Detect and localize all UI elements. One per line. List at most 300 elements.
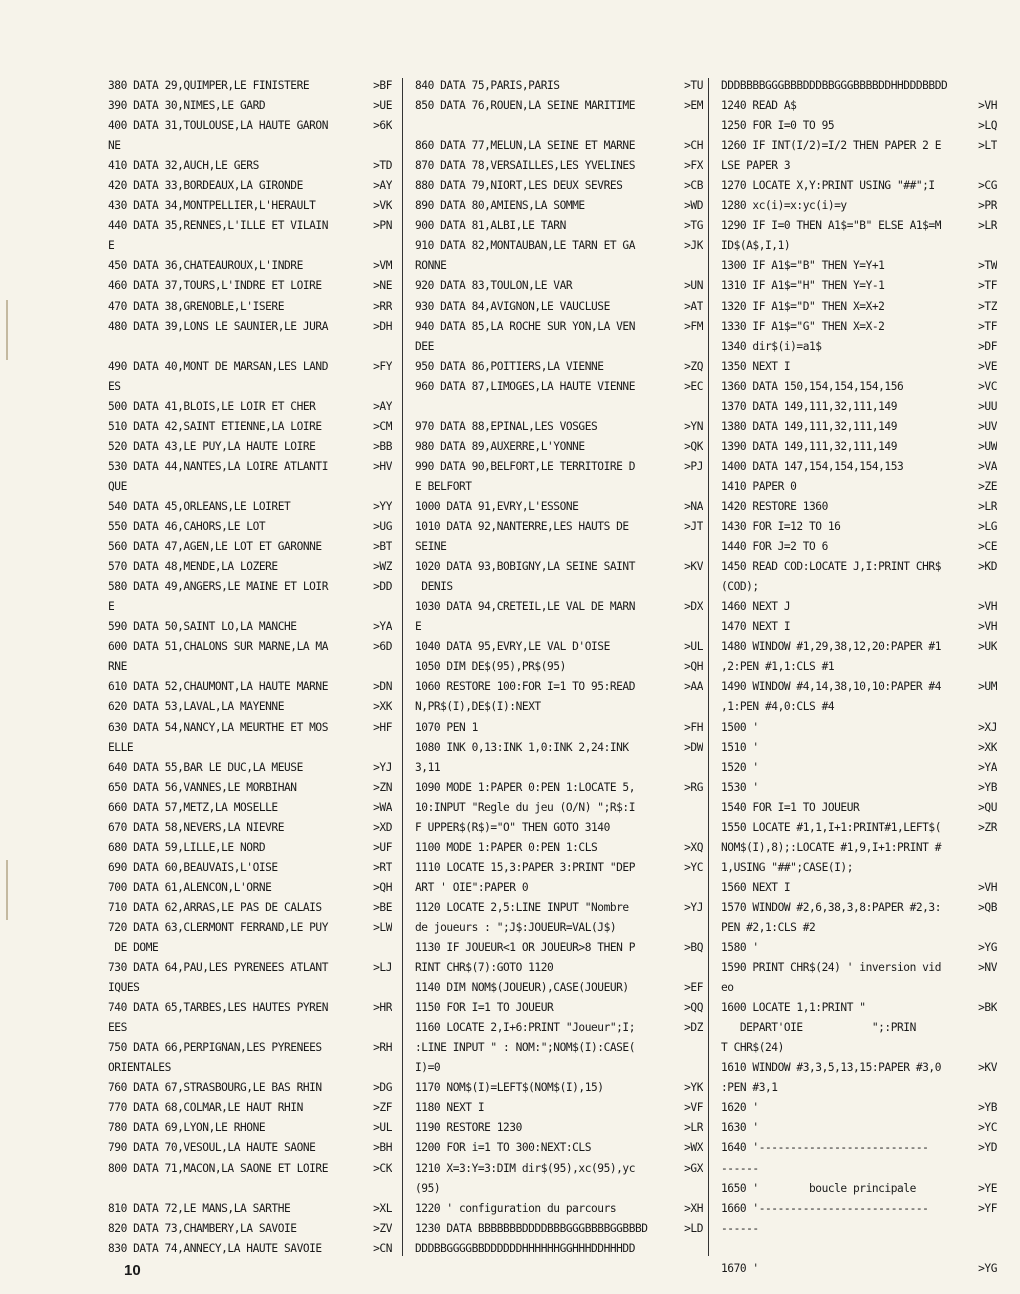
code-text: 1110 LOCATE 15,3:PAPER 3:PRINT "DEP — [415, 860, 635, 874]
code-text: 1190 RESTORE 1230 — [415, 1121, 522, 1135]
code-line — [415, 116, 703, 136]
checksum: >VH — [978, 620, 997, 634]
code-line — [415, 998, 703, 1018]
code-text: 1500 ' — [721, 720, 759, 734]
checksum: >QH — [373, 880, 392, 894]
code-text: 1240 READ A$ — [721, 99, 797, 113]
checksum: >UF — [373, 840, 392, 854]
checksum: >WD — [684, 199, 703, 213]
code-text: 570 DATA 48,MENDE,LA LOZERE — [108, 560, 278, 574]
code-text: 1280 xc(i)=x:yc(i)=y — [721, 199, 847, 213]
code-line — [721, 677, 997, 697]
code-line — [415, 637, 703, 657]
checksum: >NV — [978, 961, 997, 975]
code-line — [415, 697, 703, 717]
code-line — [108, 918, 392, 938]
checksum: >LR — [684, 1121, 703, 1135]
code-line — [108, 537, 392, 557]
code-line — [415, 718, 703, 738]
code-line — [108, 256, 392, 276]
code-text: 1540 FOR I=1 TO JOUEUR — [721, 800, 860, 814]
checksum: >VK — [373, 199, 392, 213]
code-line — [721, 818, 997, 838]
code-line — [721, 1179, 997, 1199]
code-line — [721, 1098, 997, 1118]
code-line — [108, 1159, 392, 1179]
code-text: 1100 MODE 1:PAPER 0:PEN 1:CLS — [415, 840, 598, 854]
checksum: >TF — [978, 279, 997, 293]
code-line — [721, 417, 997, 437]
code-line — [721, 297, 997, 317]
code-line — [108, 397, 392, 417]
checksum: >DG — [373, 1081, 392, 1095]
code-text: 980 DATA 89,AUXERRE,L'YONNE — [415, 439, 585, 453]
code-line — [721, 1018, 997, 1038]
checksum: >CB — [684, 179, 703, 193]
code-line — [108, 778, 392, 798]
code-text: 890 DATA 80,AMIENS,LA SOMME — [415, 199, 585, 213]
code-text: RNE — [108, 660, 127, 674]
checksum: >ZF — [373, 1101, 392, 1115]
code-line — [721, 196, 997, 216]
code-text: E — [415, 620, 422, 634]
code-text: 1630 ' — [721, 1121, 759, 1135]
checksum: >DX — [684, 600, 703, 614]
code-text: 1470 NEXT I — [721, 620, 791, 634]
checksum: >KD — [978, 560, 997, 574]
checksum: >YK — [684, 1081, 703, 1095]
checksum: >FM — [684, 319, 703, 333]
code-line — [721, 657, 997, 677]
code-line — [721, 998, 997, 1018]
code-line — [415, 1058, 703, 1078]
checksum: >LW — [373, 920, 392, 934]
code-line — [108, 958, 392, 978]
code-text: 740 DATA 65,TARBES,LES HAUTES PYREN — [108, 1001, 328, 1015]
checksum: >CG — [978, 179, 997, 193]
code-text: 800 DATA 71,MACON,LA SAONE ET LOIRE — [108, 1161, 328, 1175]
code-line — [108, 1179, 392, 1199]
code-text: PEN #2,1:CLS #2 — [721, 920, 816, 934]
code-text: 1660 '--------------------------- — [721, 1201, 929, 1215]
code-line — [108, 136, 392, 156]
code-line — [108, 1038, 392, 1058]
code-text: 770 DATA 68,COLMAR,LE HAUT RHIN — [108, 1101, 303, 1115]
checksum: >BQ — [684, 941, 703, 955]
checksum: >YD — [978, 1141, 997, 1155]
code-text: 750 DATA 66,PERPIGNAN,LES PYRENEES — [108, 1041, 322, 1055]
code-text: 1060 RESTORE 100:FOR I=1 TO 95:READ — [415, 680, 635, 694]
code-line — [721, 176, 997, 196]
checksum: >TZ — [978, 299, 997, 313]
checksum: >LJ — [373, 961, 392, 975]
code-text: 1250 FOR I=0 TO 95 — [721, 119, 835, 133]
code-text: 1050 DIM DE$(95),PR$(95) — [415, 660, 566, 674]
code-line — [108, 898, 392, 918]
code-line — [108, 1118, 392, 1138]
code-line — [721, 878, 997, 898]
code-text: 480 DATA 39,LONS LE SAUNIER,LE JURA — [108, 319, 328, 333]
code-line — [721, 477, 997, 497]
code-text: 380 DATA 29,QUIMPER,LE FINISTERE — [108, 79, 310, 92]
code-line — [108, 357, 392, 377]
code-text: 1620 ' — [721, 1101, 759, 1115]
checksum: >YJ — [684, 900, 703, 914]
code-line — [721, 597, 997, 617]
checksum: >WZ — [373, 560, 392, 574]
code-text: 790 DATA 70,VESOUL,LA HAUTE SAONE — [108, 1141, 316, 1155]
code-line — [721, 377, 997, 397]
code-line — [721, 537, 997, 557]
code-line — [415, 838, 703, 858]
code-text: 700 DATA 61,ALENCON,L'ORNE — [108, 880, 272, 894]
code-line — [415, 557, 703, 577]
code-text: 1210 X=3:Y=3:DIM dir$(95),xc(95),yc — [415, 1161, 635, 1175]
code-line — [415, 878, 703, 898]
code-line — [721, 637, 997, 657]
code-text: 1000 DATA 91,EVRY,L'ESSONE — [415, 499, 579, 513]
checksum: >QH — [684, 660, 703, 674]
code-text: 600 DATA 51,CHALONS SUR MARNE,LA MA — [108, 640, 328, 654]
code-text: 1360 DATA 150,154,154,154,156 — [721, 379, 904, 393]
code-line — [415, 96, 703, 116]
code-text: eo — [721, 981, 734, 995]
code-line — [721, 617, 997, 637]
code-text: E BELFORT — [415, 479, 472, 493]
checksum: >DD — [373, 580, 392, 594]
checksum: >LT — [978, 139, 997, 153]
checksum: >6K — [373, 119, 392, 133]
code-text: 510 DATA 42,SAINT ETIENNE,LA LOIRE — [108, 419, 322, 433]
code-text: 870 DATA 78,VERSAILLES,LES YVELINES — [415, 159, 635, 173]
code-text: 1550 LOCATE #1,1,I+1:PRINT#1,LEFT$( — [721, 820, 941, 834]
code-line — [108, 878, 392, 898]
checksum: >VH — [978, 99, 997, 113]
code-line — [415, 738, 703, 758]
code-text: 1270 LOCATE X,Y:PRINT USING "##";I — [721, 179, 935, 193]
code-text: 1330 IF A1$="G" THEN X=X-2 — [721, 319, 885, 333]
code-text: 990 DATA 90,BELFORT,LE TERRITOIRE D — [415, 459, 635, 473]
checksum: >PR — [978, 199, 997, 213]
code-text: 1200 FOR i=1 TO 300:NEXT:CLS — [415, 1141, 591, 1155]
checksum: >WX — [684, 1141, 703, 1155]
code-text: N,PR$(I),DE$(I):NEXT — [415, 700, 541, 714]
code-text: 1420 RESTORE 1360 — [721, 499, 828, 513]
code-line — [415, 457, 703, 477]
checksum: >JT — [684, 520, 703, 534]
code-text: 560 DATA 47,AGEN,LE LOT ET GARONNE — [108, 540, 322, 554]
code-text: 1460 NEXT J — [721, 600, 791, 614]
code-line — [721, 256, 997, 276]
code-line — [108, 477, 392, 497]
checksum: >ZE — [978, 479, 997, 493]
code-line — [721, 1038, 997, 1058]
code-text: 420 DATA 33,BORDEAUX,LA GIRONDE — [108, 179, 303, 193]
code-line — [721, 1118, 997, 1138]
code-text: 880 DATA 79,NIORT,LES DEUX SEVRES — [415, 179, 623, 193]
checksum: >BE — [373, 900, 392, 914]
code-text: 1510 ' — [721, 740, 759, 754]
code-line — [108, 517, 392, 537]
code-text: 440 DATA 35,RENNES,L'ILLE ET VILAIN — [108, 219, 328, 233]
checksum: >HR — [373, 1001, 392, 1015]
code-text: 1170 NOM$(I)=LEFT$(NOM$(I),15) — [415, 1081, 604, 1095]
code-line — [415, 317, 703, 337]
code-text: NOM$(I),8);:LOCATE #1,9,I+1:PRINT # — [721, 840, 941, 854]
code-text: 910 DATA 82,MONTAUBAN,LE TARN ET GA — [415, 239, 635, 253]
code-text: 450 DATA 36,CHATEAUROUX,L'INDRE — [108, 259, 303, 273]
code-line — [108, 1058, 392, 1078]
code-text: 1570 WINDOW #2,6,38,3,8:PAPER #2,3: — [721, 900, 941, 914]
code-text: 620 DATA 53,LAVAL,LA MAYENNE — [108, 700, 284, 714]
checksum: >LR — [978, 499, 997, 513]
page-number: 10 — [124, 1262, 141, 1279]
code-text: 1120 LOCATE 2,5:LINE INPUT "Nombre — [415, 900, 629, 914]
code-text: IQUES — [108, 981, 140, 995]
code-text: 3,11 — [415, 760, 441, 774]
code-line — [721, 1138, 997, 1158]
checksum: >XJ — [978, 720, 997, 734]
checksum: >6D — [373, 640, 392, 654]
code-line — [108, 758, 392, 778]
checksum: >QQ — [684, 1001, 703, 1015]
code-text: 1310 IF A1$="H" THEN Y=Y-1 — [721, 279, 885, 293]
code-line — [721, 758, 997, 778]
checksum: >DN — [373, 680, 392, 694]
checksum: >BT — [373, 540, 392, 554]
code-text: 1080 INK 0,13:INK 1,0:INK 2,24:INK — [415, 740, 629, 754]
code-text: 1,USING "##";CASE(I); — [721, 860, 853, 874]
code-text: 730 DATA 64,PAU,LES PYRENEES ATLANT — [108, 961, 328, 975]
code-line — [108, 858, 392, 878]
code-line — [415, 577, 703, 597]
code-text: 630 DATA 54,NANCY,LA MEURTHE ET MOS — [108, 720, 328, 734]
code-line — [415, 858, 703, 878]
code-text: 1180 NEXT I — [415, 1101, 485, 1115]
code-line — [721, 337, 997, 357]
code-text: 1380 DATA 149,111,32,111,149 — [721, 419, 897, 433]
code-text: 540 DATA 45,ORLEANS,LE LOIRET — [108, 499, 291, 513]
checksum: >XH — [684, 1201, 703, 1215]
code-line — [415, 1038, 703, 1058]
code-text: 1150 FOR I=1 TO JOUEUR — [415, 1001, 554, 1015]
code-line — [108, 276, 392, 296]
code-text: ,1:PEN #4,0:CLS #4 — [721, 700, 835, 714]
checksum: >TF — [978, 319, 997, 333]
code-text: 10:INPUT "Regle du jeu (O/N) ";R$:I — [415, 800, 635, 814]
checksum: >RR — [373, 299, 392, 313]
checksum: >JK — [684, 239, 703, 253]
code-line — [721, 798, 997, 818]
code-text: 1090 MODE 1:PAPER 0:PEN 1:LOCATE 5, — [415, 780, 635, 794]
checksum: >UV — [978, 419, 997, 433]
code-line — [415, 1219, 703, 1239]
column-divider — [402, 78, 403, 1256]
code-text: 860 DATA 77,MELUN,LA SEINE ET MARNE — [415, 139, 635, 153]
checksum: >RH — [373, 1041, 392, 1055]
code-line — [108, 176, 392, 196]
code-line — [721, 577, 997, 597]
code-text: 1600 LOCATE 1,1:PRINT " — [721, 1001, 866, 1015]
code-line — [415, 1078, 703, 1098]
code-line — [415, 1118, 703, 1138]
code-text: 1390 DATA 149,111,32,111,149 — [721, 439, 897, 453]
code-text: 1530 ' — [721, 780, 759, 794]
code-text: E — [108, 239, 115, 253]
checksum: >YF — [978, 1201, 997, 1215]
code-text: 1300 IF A1$="B" THEN Y=Y+1 — [721, 259, 885, 273]
code-text: 820 DATA 73,CHAMBERY,LA SAVOIE — [108, 1221, 297, 1235]
code-line — [108, 657, 392, 677]
checksum: >YC — [978, 1121, 997, 1135]
code-line — [415, 76, 703, 96]
checksum: >RT — [373, 860, 392, 874]
checksum: >EM — [684, 99, 703, 113]
checksum: >DH — [373, 319, 392, 333]
checksum: >VH — [978, 600, 997, 614]
code-line — [415, 276, 703, 296]
checksum: >UK — [978, 640, 997, 654]
code-line — [721, 1199, 997, 1219]
code-text: 1580 ' — [721, 941, 759, 955]
code-text: 1020 DATA 93,BOBIGNY,LA SEINE SAINT — [415, 560, 635, 574]
checksum: >BB — [373, 439, 392, 453]
checksum: >YB — [978, 780, 997, 794]
code-text: RONNE — [415, 259, 447, 273]
code-line — [415, 978, 703, 998]
code-line — [415, 918, 703, 938]
checksum: >XK — [373, 700, 392, 714]
code-text: 1260 IF INT(I/2)=I/2 THEN PAPER 2 E — [721, 139, 941, 153]
code-line — [721, 96, 997, 116]
checksum: >LR — [978, 219, 997, 233]
code-line — [108, 617, 392, 637]
code-line — [108, 637, 392, 657]
checksum: >DZ — [684, 1021, 703, 1035]
checksum: >ZR — [978, 820, 997, 834]
checksum: >UL — [684, 640, 703, 654]
code-line — [108, 697, 392, 717]
code-text: 810 DATA 72,LE MANS,LA SARTHE — [108, 1201, 291, 1215]
code-text: de joueurs : ";J$:JOUEUR=VAL(J$) — [415, 920, 617, 934]
code-line — [108, 1239, 392, 1259]
code-text: ES — [108, 379, 121, 393]
code-text: 1400 DATA 147,154,154,154,153 — [721, 459, 904, 473]
checksum: >LG — [978, 520, 997, 534]
code-text: 1140 DIM NOM$(JOUEUR),CASE(JOUEUR) — [415, 981, 629, 995]
code-line — [721, 1078, 997, 1098]
code-text: NE — [108, 139, 121, 153]
code-line — [721, 76, 997, 96]
code-text: 690 DATA 60,BEAUVAIS,L'OISE — [108, 860, 278, 874]
listing-column-2 — [415, 76, 703, 1259]
code-text: DDDBBGGGGBBDDDDDDHHHHHHGGHHHDDHHHDD — [415, 1241, 635, 1255]
code-text: 1040 DATA 95,EVRY,LE VAL D'OISE — [415, 640, 610, 654]
code-line — [721, 457, 997, 477]
checksum: >NA — [684, 499, 703, 513]
code-text: 590 DATA 50,SAINT LO,LA MANCHE — [108, 620, 297, 634]
code-text: EES — [108, 1021, 127, 1035]
column-divider — [708, 78, 709, 1256]
code-line — [415, 1018, 703, 1038]
code-text: 1520 ' — [721, 760, 759, 774]
code-line — [415, 798, 703, 818]
checksum: >HV — [373, 459, 392, 473]
code-line — [108, 798, 392, 818]
code-line — [721, 778, 997, 798]
code-text: 850 DATA 76,ROUEN,LA SEINE MARITIME — [415, 99, 635, 113]
code-text: 1160 LOCATE 2,I+6:PRINT "Joueur";I; — [415, 1021, 635, 1035]
checksum: >YN — [684, 419, 703, 433]
code-line — [415, 377, 703, 397]
code-text: 1370 DATA 149,111,32,111,149 — [721, 399, 897, 413]
code-line — [108, 718, 392, 738]
code-text: 390 DATA 30,NIMES,LE GARD — [108, 99, 266, 113]
code-line — [415, 176, 703, 196]
code-text: DEE — [415, 339, 434, 353]
checksum: >QU — [978, 800, 997, 814]
code-text: 960 DATA 87,LIMOGES,LA HAUTE VIENNE — [415, 379, 635, 393]
checksum: >WA — [373, 800, 392, 814]
code-text: 1320 IF A1$="D" THEN X=X+2 — [721, 299, 885, 313]
code-line — [108, 978, 392, 998]
checksum: >YA — [373, 620, 392, 634]
code-line — [415, 677, 703, 697]
code-text: 640 DATA 55,BAR LE DUC,LA MEUSE — [108, 760, 303, 774]
code-line — [108, 317, 392, 337]
code-text: ID$(A$,I,1) — [721, 239, 791, 253]
code-line — [108, 1138, 392, 1158]
code-text: 550 DATA 46,CAHORS,LE LOT — [108, 520, 266, 534]
checksum: >FY — [373, 359, 392, 373]
code-line — [721, 738, 997, 758]
code-line — [108, 938, 392, 958]
code-line — [108, 216, 392, 236]
code-text: :LINE INPUT " : NOM:";NOM$(I):CASE( — [415, 1041, 635, 1055]
code-line — [415, 1098, 703, 1118]
code-text: 1560 NEXT I — [721, 880, 791, 894]
page-edge-mark — [6, 860, 8, 920]
checksum: >YB — [978, 1101, 997, 1115]
code-text: 1410 PAPER 0 — [721, 479, 797, 493]
code-line — [721, 1219, 997, 1239]
code-line — [415, 958, 703, 978]
code-line — [415, 156, 703, 176]
code-text: 900 DATA 81,ALBI,LE TARN — [415, 219, 566, 233]
code-line — [415, 938, 703, 958]
code-line — [721, 557, 997, 577]
code-text: DDDBBBBGGGBBBDDDBBGGGBBBBDDHHDDDBBDD — [721, 79, 948, 92]
code-line — [415, 196, 703, 216]
code-line — [108, 1018, 392, 1038]
code-line — [415, 297, 703, 317]
code-text: E — [108, 600, 115, 614]
code-line — [108, 156, 392, 176]
code-text: 970 DATA 88,EPINAL,LES VOSGES — [415, 419, 598, 433]
code-line — [108, 577, 392, 597]
code-text: 1480 WINDOW #1,29,38,12,20:PAPER #1 — [721, 640, 941, 654]
code-line — [108, 838, 392, 858]
code-line — [415, 357, 703, 377]
code-line — [415, 898, 703, 918]
checksum: >GX — [684, 1161, 703, 1175]
checksum: >AY — [373, 179, 392, 193]
checksum: >XQ — [684, 840, 703, 854]
code-line — [415, 657, 703, 677]
code-text: 1220 ' configuration du parcours — [415, 1201, 617, 1215]
code-text: 1340 dir$(i)=a1$ — [721, 339, 822, 353]
code-line — [108, 597, 392, 617]
